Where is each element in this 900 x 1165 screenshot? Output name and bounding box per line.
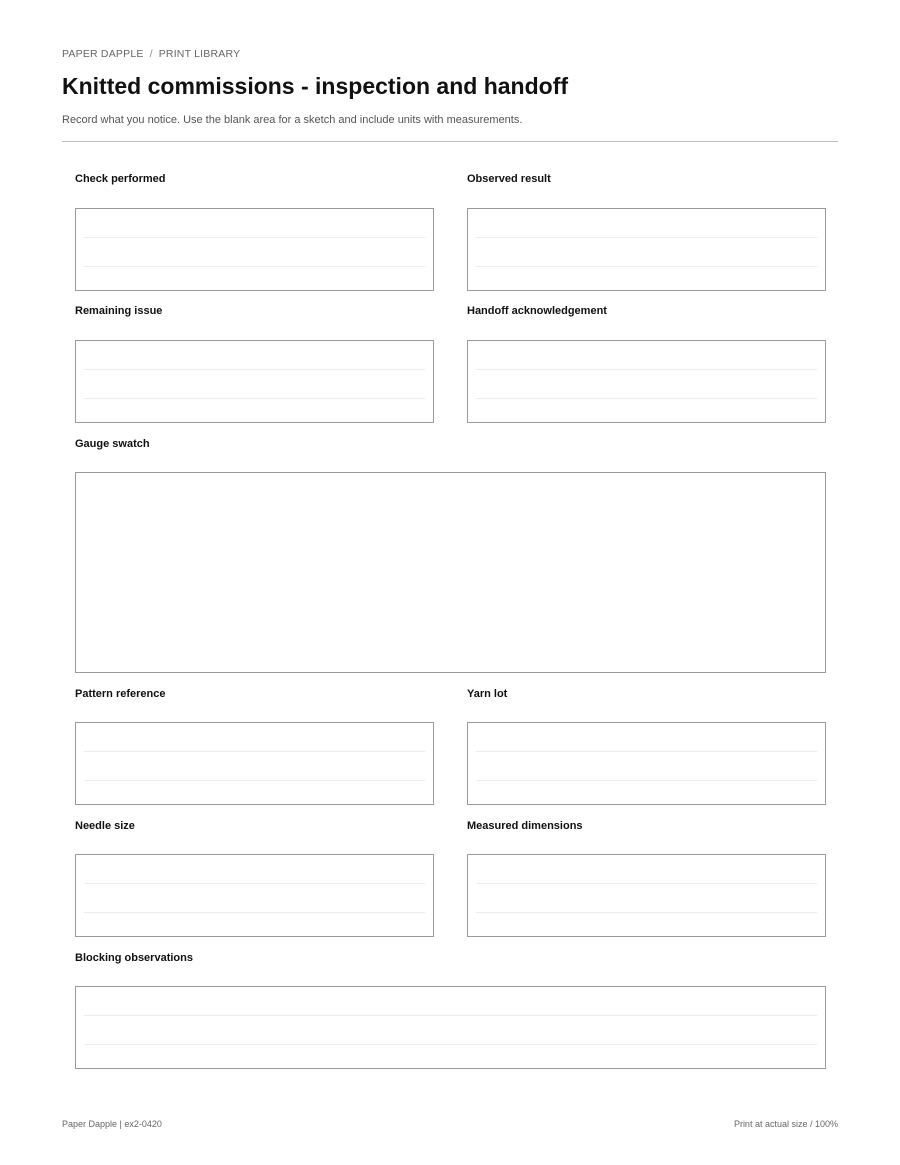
writing-line xyxy=(476,751,817,752)
writing-line xyxy=(476,780,817,781)
blocking-observations-field[interactable] xyxy=(75,986,826,1069)
writing-line xyxy=(476,369,817,370)
breadcrumb xyxy=(62,48,240,60)
header-divider xyxy=(62,141,838,142)
writing-line xyxy=(84,369,425,370)
writing-line xyxy=(476,398,817,399)
writing-line xyxy=(476,883,817,884)
remaining-issue-field[interactable] xyxy=(75,340,434,423)
writing-line xyxy=(84,780,425,781)
writing-line xyxy=(84,1044,817,1045)
gauge-swatch-sketch-area[interactable] xyxy=(75,472,826,673)
measured-dimensions-field[interactable] xyxy=(467,854,826,937)
writing-line xyxy=(84,237,425,238)
writing-line xyxy=(84,1015,817,1016)
needle-size-field[interactable] xyxy=(75,854,434,937)
observed-result-label: Observed result xyxy=(467,173,551,185)
writing-line xyxy=(84,398,425,399)
writing-line xyxy=(476,266,817,267)
gauge-swatch-label: Gauge swatch xyxy=(75,438,150,450)
footer-document-id: Paper Dapple | ex2-0420 xyxy=(62,1119,162,1129)
observed-result-field[interactable] xyxy=(467,208,826,291)
breadcrumb-separator: / xyxy=(149,48,153,60)
check-performed-label: Check performed xyxy=(75,173,166,185)
pattern-reference-label: Pattern reference xyxy=(75,688,166,700)
writing-line xyxy=(84,883,425,884)
pattern-reference-field[interactable] xyxy=(75,722,434,805)
page-title: Knitted commissions - inspection and handoff xyxy=(62,73,569,99)
measured-dimensions-label: Measured dimensions xyxy=(467,820,583,832)
breadcrumb-brand: PAPER DAPPLE xyxy=(62,48,144,60)
yarn-lot-field[interactable] xyxy=(467,722,826,805)
needle-size-label: Needle size xyxy=(75,820,135,832)
writing-line xyxy=(476,912,817,913)
blocking-observations-label: Blocking observations xyxy=(75,952,193,964)
breadcrumb-section: PRINT LIBRARY xyxy=(158,48,241,60)
writing-line xyxy=(84,751,425,752)
page-subtitle: Record what you notice. Use the blank area for a sketch and include units with measurements. xyxy=(62,114,523,126)
writing-line xyxy=(84,912,425,913)
remaining-issue-label: Remaining issue xyxy=(75,305,163,317)
writing-line xyxy=(476,237,817,238)
check-performed-field[interactable] xyxy=(75,208,434,291)
handoff-acknowledgement-label: Handoff acknowledgement xyxy=(467,305,607,317)
footer-print-note: Print at actual size / 100% xyxy=(733,1119,838,1129)
writing-line xyxy=(84,266,425,267)
handoff-acknowledgement-field[interactable] xyxy=(467,340,826,423)
yarn-lot-label: Yarn lot xyxy=(467,688,508,700)
